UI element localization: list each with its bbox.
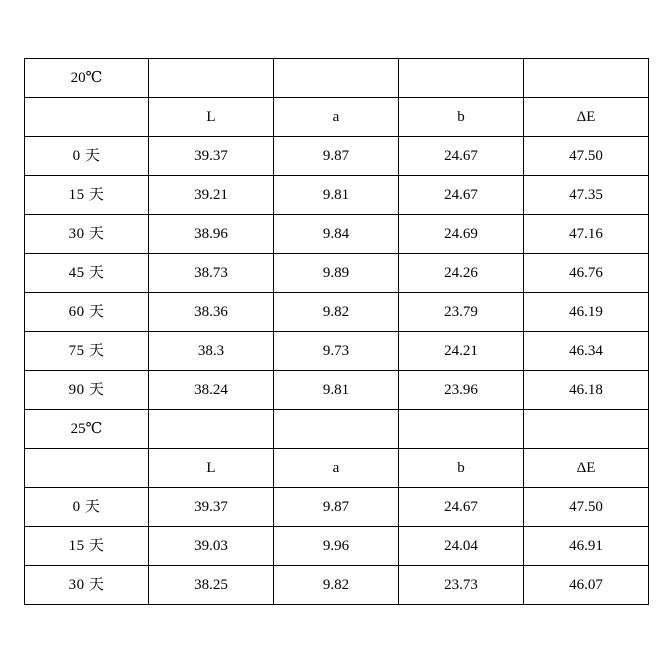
section-temperature-label: 20℃: [25, 59, 149, 98]
empty-cell: [149, 410, 274, 449]
cell-b: 24.04: [399, 527, 524, 566]
cell-L: 39.21: [149, 176, 274, 215]
column-header-L: L: [149, 98, 274, 137]
empty-cell: [524, 410, 649, 449]
row-label: 30 天: [25, 566, 149, 605]
column-header-delta-e: ΔE: [524, 449, 649, 488]
cell-b: 24.26: [399, 254, 524, 293]
cell-delta-e: 46.18: [524, 371, 649, 410]
table-row: [25, 332, 649, 371]
cell-delta-e: 46.76: [524, 254, 649, 293]
cell-b: 24.67: [399, 137, 524, 176]
cell-a: 9.84: [274, 215, 399, 254]
row-label: 75 天: [25, 332, 149, 371]
cell-delta-e: 46.19: [524, 293, 649, 332]
column-header-a: a: [274, 449, 399, 488]
cell-a: 9.87: [274, 137, 399, 176]
cell-b: 23.79: [399, 293, 524, 332]
cell-delta-e: 47.35: [524, 176, 649, 215]
row-label: 15 天: [25, 176, 149, 215]
cell-delta-e: 46.34: [524, 332, 649, 371]
cell-a: 9.81: [274, 176, 399, 215]
cell-L: 38.73: [149, 254, 274, 293]
cell-L: 39.03: [149, 527, 274, 566]
cell-b: 24.21: [399, 332, 524, 371]
empty-cell: [274, 59, 399, 98]
table-header-row: [25, 449, 649, 488]
table-row: [25, 215, 649, 254]
column-header-L: L: [149, 449, 274, 488]
section-temperature-label: 25℃: [25, 410, 149, 449]
cell-a: 9.81: [274, 371, 399, 410]
column-header-delta-e: ΔE: [524, 98, 649, 137]
cell-delta-e: 47.50: [524, 137, 649, 176]
cell-a: 9.82: [274, 566, 399, 605]
cell-delta-e: 46.07: [524, 566, 649, 605]
cell-b: 23.96: [399, 371, 524, 410]
column-header-b: b: [399, 98, 524, 137]
cell-b: 23.73: [399, 566, 524, 605]
table-row: [25, 488, 649, 527]
empty-cell: [274, 410, 399, 449]
empty-cell: [25, 449, 149, 488]
color-measurement-table: [24, 58, 649, 605]
column-header-a: a: [274, 98, 399, 137]
row-label: 30 天: [25, 215, 149, 254]
cell-a: 9.87: [274, 488, 399, 527]
table-row: [25, 410, 649, 449]
cell-delta-e: 47.50: [524, 488, 649, 527]
cell-a: 9.96: [274, 527, 399, 566]
table-row: [25, 371, 649, 410]
empty-cell: [399, 59, 524, 98]
cell-a: 9.73: [274, 332, 399, 371]
table-row: [25, 293, 649, 332]
column-header-b: b: [399, 449, 524, 488]
cell-L: 38.3: [149, 332, 274, 371]
table-row: [25, 176, 649, 215]
row-label: 0 天: [25, 137, 149, 176]
cell-delta-e: 47.16: [524, 215, 649, 254]
table-header-row: [25, 98, 649, 137]
cell-a: 9.82: [274, 293, 399, 332]
cell-b: 24.67: [399, 176, 524, 215]
cell-L: 38.24: [149, 371, 274, 410]
cell-L: 39.37: [149, 488, 274, 527]
cell-L: 38.96: [149, 215, 274, 254]
cell-b: 24.67: [399, 488, 524, 527]
cell-L: 39.37: [149, 137, 274, 176]
row-label: 45 天: [25, 254, 149, 293]
table-row: [25, 254, 649, 293]
empty-cell: [524, 59, 649, 98]
table-row: [25, 566, 649, 605]
row-label: 15 天: [25, 527, 149, 566]
cell-L: 38.36: [149, 293, 274, 332]
table-row: [25, 137, 649, 176]
row-label: 90 天: [25, 371, 149, 410]
row-label: 0 天: [25, 488, 149, 527]
row-label: 60 天: [25, 293, 149, 332]
cell-delta-e: 46.91: [524, 527, 649, 566]
table-row: [25, 527, 649, 566]
cell-a: 9.89: [274, 254, 399, 293]
empty-cell: [149, 59, 274, 98]
table-container: [24, 58, 648, 605]
cell-b: 24.69: [399, 215, 524, 254]
empty-cell: [399, 410, 524, 449]
empty-cell: [25, 98, 149, 137]
table-row: [25, 59, 649, 98]
cell-L: 38.25: [149, 566, 274, 605]
